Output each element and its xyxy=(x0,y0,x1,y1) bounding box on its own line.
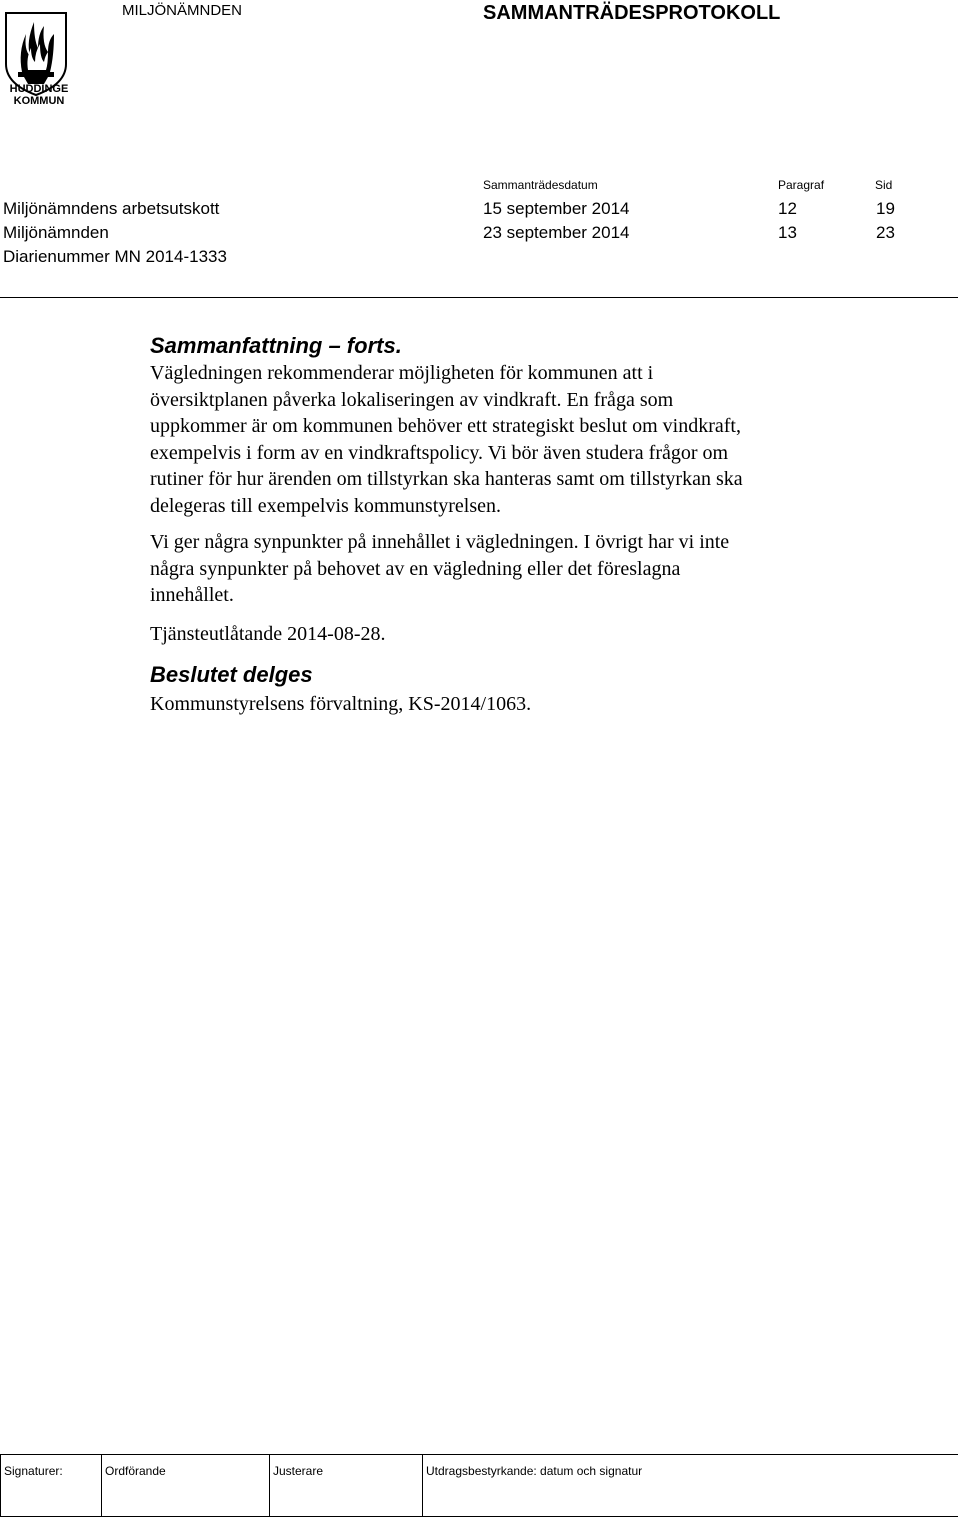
document-type-title: SAMMANTRÄDESPROTOKOLL xyxy=(483,2,781,24)
section-heading-summary: Sammanfattning – forts. xyxy=(150,333,402,358)
header-divider xyxy=(0,297,958,298)
meeting-row xyxy=(0,199,960,223)
signature-field-label: Utdragsbestyrkande: datum och signatur xyxy=(426,1464,643,1478)
section-heading-decision-recipients: Beslutet delges xyxy=(150,662,313,687)
signature-label: Signaturer: xyxy=(4,1464,63,1478)
diary-number: Diarienummer MN 2014-1333 xyxy=(3,247,227,266)
official-statement-reference: Tjänsteutlåtande 2014-08-28. xyxy=(150,622,386,645)
text-line: Vägledningen rekommenderar möjligheten för kommunen att i xyxy=(150,362,654,384)
logo-text-kommun: KOMMUN xyxy=(13,95,65,107)
text-line: rutiner för hur ärenden om tillstyrkan ska hanteras samt om tillstyrkan ska xyxy=(150,468,743,490)
signature-label-cell xyxy=(1,1455,101,1517)
text-line: innehållet. xyxy=(150,584,234,606)
meeting-body-name: Miljönämnden xyxy=(3,223,109,242)
signature-field-label: Justerare xyxy=(273,1464,324,1478)
signature-field-adjuster xyxy=(270,1455,422,1517)
column-header-paragraph: Paragraf xyxy=(778,178,825,192)
decision-recipient: Kommunstyrelsens förvaltning, KS-2014/1063. xyxy=(150,693,532,715)
signature-box xyxy=(0,1454,958,1517)
diary-number-row xyxy=(0,247,960,271)
page-number: 23 xyxy=(876,223,895,242)
text-line: några synpunkter på behovet av en vägledning eller det föreslagna xyxy=(150,557,681,580)
text-line: exempelvis i form av en vindkraftspolicy. Vi bör även studera frågor om xyxy=(150,441,729,464)
text-line: Vi ger några synpunkter på innehållet i vägledningen. I övrigt har vi inte xyxy=(150,531,730,553)
summary-paragraph xyxy=(150,360,850,519)
meeting-body-name: Miljönämndens arbetsutskott xyxy=(3,199,220,218)
meeting-date: 15 september 2014 xyxy=(483,199,630,218)
column-header-date: Sammanträdesdatum xyxy=(483,178,598,192)
paragraph-number: 12 xyxy=(778,199,797,218)
meeting-row xyxy=(0,223,960,247)
paragraph-number: 13 xyxy=(778,223,797,242)
meeting-date: 23 september 2014 xyxy=(483,223,630,242)
signature-field-chair xyxy=(102,1455,270,1517)
document-body xyxy=(150,332,850,718)
signature-field-extract-certifier xyxy=(423,1455,959,1517)
text-line: uppkommer är om kommunen behöver ett strategiskt beslut om vindkraft, xyxy=(150,415,741,437)
text-line: översiktplanen påverka lokaliseringen av vindkraft. En fråga som xyxy=(150,388,674,411)
comments-paragraph xyxy=(150,529,850,609)
page-number: 19 xyxy=(876,199,895,218)
organization-name: MILJÖNÄMNDEN xyxy=(122,2,243,19)
text-line: delegeras till exempelvis kommunstyrelsen. xyxy=(150,494,502,517)
column-header-page: Sid xyxy=(875,178,893,192)
logo-text-huddinge: HUDDINGE xyxy=(9,83,69,95)
signature-field-label: Ordförande xyxy=(105,1464,166,1478)
